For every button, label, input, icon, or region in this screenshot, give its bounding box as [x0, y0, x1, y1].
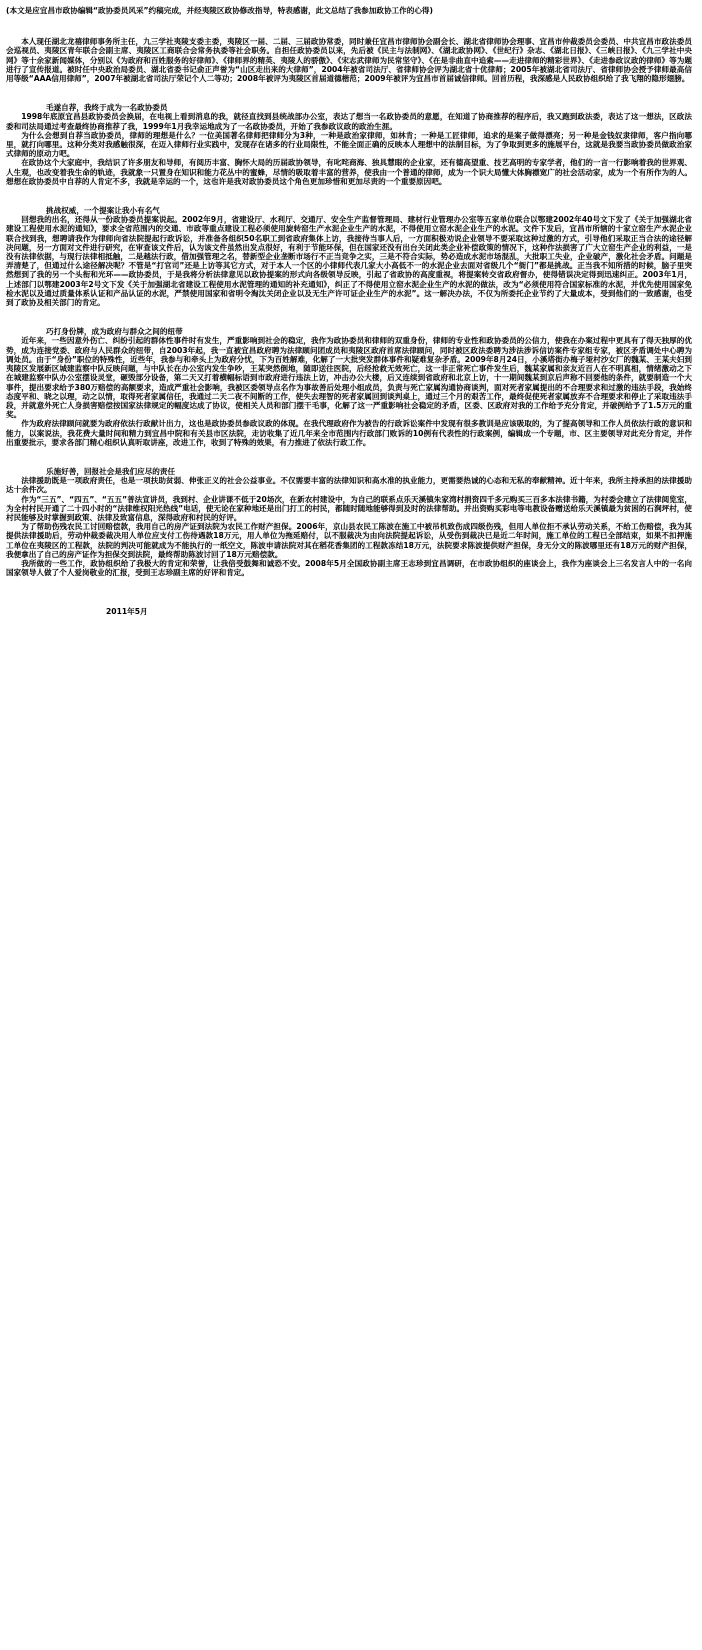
preface-note: (本文是应宜昌市政协编辑“政协委员风采”约稿完成，并经夷陵区政协修改指导，特表感谢，此文总结了我参加政协工作的心得) — [6, 6, 433, 15]
section-gap — [6, 186, 692, 206]
section4-paragraph: 为了帮助伤残农民工讨回赔偿款，我用自己的房产证到法院为农民工作财产担保。2006年，京山县农民工陈波在施工中被吊机致伤成四级伤残，但用人单位拒不承认劳动关系，不给工伤赔偿，我为其提供法律援助后，劳动仲裁委裁决用人单位应支付工伤待遇款18万元，用人单位为拖延赔付，以不服裁决为由向法院提起诉讼，从受伤到裁决已是近二年时间，施工单位的工程已全部结束，如果不扣押施工单位在夷陵区的工程款，法院的判决可能就成为不能执行的一纸空文，陈波申请法院对其在稻花香集团的工程款冻结18万元，法院要求陈波提供财产担保，身无分文的陈波哪里还有18万元的财产担保，我便拿出了自己的房产证作为担保交到法院，最终帮助陈波讨回了18万元赔偿款。 — [6, 522, 692, 559]
section1-paragraph: 为什么会想到自荐当政协委员，律师的理想是什么？一位美国著名律师把律师分为3种，一种是政治家律师，如林肯；一种是工匠律师，追求的是案子做得漂亮；另一种是金钱奴隶律师，客户指向哪里，就打向哪里。这种分类对我感触很深，在迈入律师行业实践中，发现存在诸多的行业局限性，不能全面正确的反映本人理想中的法制目标，为了争取到更多的施展平台，这就是我要当政协委员做政治家式律师的原动力吧。 — [6, 130, 692, 159]
section-gap — [6, 307, 692, 327]
section1-paragraph: 在政协这个大家庭中，我结识了许多朋友和导师，有阅历丰富、胸怀大局的历届政协领导，有叱咤商海、独具慧眼的企业家，还有德高望重、技艺高明的专家学者，他们的一言一行影响着我的世界观、人生观，也改变着我生命的轨迹，我就象一只置身在知识和能力花丛中的蜜蜂，尽情的吸取着丰富的营养，使我由一个普通的律师，成为一个识大局懂大体胸襟宽广的社会活动家，成为一个有所作为的人。想想在政协委员中自荐的人肯定不多，我就是幸运的一个，这也许是我对政协委员这个角色更加珍惜和更加尽责的一个重要原因吧。 — [6, 158, 692, 186]
section4-heading: 乐施好善，回报社会是我们应尽的责任 — [46, 466, 176, 476]
section3-heading: 巧打身份牌，成为政府与群众之间的纽带 — [46, 327, 183, 337]
section1-paragraph: 1998年底原宜昌县政协委员会换届，在电视上看到消息的我，就径直找到县统战部办公室，表达了想当一名政协委员的意愿，在知道了协商推荐的程序后，我又跑到政法委，表达了这一想法，区政法委和司法局通过考查最终协商推荐了我，1999年1月我幸运地成为了一名政协委员，开始了我参政议政的政治生涯。 — [6, 112, 692, 131]
section3-paragraph: 作为政府法律顾问就要为政府依法行政献计出力，这也是政协委员参政议政的体现。在我代理政府作为被告的行政诉讼案件中发现有很多教训是应该吸取的，为了提高领导和工作人员依法行政的意识和能力，以案说法，我花费大量时间和精力到宜昌中院和有关县市区法院，走访收集了近几年来全市范围内行政部门败诉的10例有代表性的行政案例，编辑成一个专题，市、区主要领导对此充分肯定，并作出重要批示，要求各部门精心组织认真听取讲座，改进工作，收到了特殊的效果，有力推进了依法行政工作。 — [6, 419, 692, 447]
section3-paragraph: 近年来，一些因意外伤亡、纠纷引起的群体性事件时有发生，严重影响到社会的稳定，我作为政协委员和律师的双重身份，律师的专业性和政协委员的公信力，使我在办案过程中更具有了得天独厚的优势，成为连接党委、政府与人民群众的纽带，自2003年起，我一直被宜昌政府聘为法律顾问团成员和夷陵区政府首席法律顾问，同时被区政法委聘为涉法涉诉信访案件专家组专家，被区矛盾调处中心聘为调处员。由于“身份”职位的特殊性，近些年，我参与和牵头上为政府分忧，下为百姓解难，化解了一大批突发群体事件和疑难复杂矛盾。2009年8月24日，小溪塔街办梅子垭村沙女厂的魏某、王某夫妇到夷陵区发展新区城建监察中队反映问题，与中队长在办公室内发生争吵，王某突然倒地，随即送往医院，后经抢救无效死亡，这一非正常死亡事件发生后，魏某家属和亲友近百人在不明真相，情绪激动之下在城建监察中队办公室摆设灵堂，砸毁部分设备，第二天又打着横幅标语到市政府进行违法上访，冲击办公大楼，后又连续到省政府和北京上访，十一期间魏某到京后声称不回要他的条件，就要制造一个大事件，提出要求给予380万赔偿的高额要求，造成严重社会影响，我被区委领导点名作为事故善后处理小组成员，负责与死亡家属沟通协商谈判，面对死者家属提出的不合理要求和过激的违法手段，我始终态度平和、晓之以理，动之以情，取得死者家属信任，我通过二天二夜不间断的工作，使失去理智的死者家属回到谈判桌上，通过三个月的艰苦工作，最终促使死者家属放弃不合理要求和停止了采取违法手段，并就意外死亡人身损害赔偿按国家法律规定的幅度达成了协议，使相关人员和部门摆干毛事，化解了这一严重影响社会稳定的矛盾，区委、区政府对我的工作给予充分肯定，并破例给予了1.5万元的重奖。 — [6, 336, 692, 420]
section2-paragraph: 回想我的出名，还得从一份政协委员提案说起。2002年9月，省建设厅、水利厅、交通厅、安全生产监督管理局、建材行业管理办公室等五家单位联合以鄂建2002年40号文下发了《关于加强湖北省建设工程使用水泥的通知》，要求全省范围内的交通、市政等重点建设工程必须使用旋转窑生产水泥企业生产的水泥，不得使用立窑水泥企业生产的水泥。文件下发后，宜昌市所辖的十家立窑生产水泥企业联合找到我，想聘请我作为律师向省法院提起行政诉讼，并准备各组织50名职工到省政府集体上访，我接待当事人后，一方面积极劝说企业领导不要采取这种过激的方式，引导他们采取正当合法的途径解决问题，另一方面对文件进行研究，在审查该文件后，认为该文件虽然出发点很好，有利于节能环保，但在国家还没有出台关闭此类企业补偿政策的情况下，这种作法损害了广大立窑生产企业的利益，一是没有法律依据，与现行法律相抵触，二是越法行政，借加强管理之名，替新型企业垄断市场行不正当竞争之实，三是不符合实际，势必造成水泥市场混乱，大批职工失业，企业破产，激化社会矛盾。问题是弄清楚了，但通过什么途径解决呢？不管是“打官司”还是上访等其它方式，对于本人一个区的小律师代表几家大小高低不一的水泥企业去面对省级几个“衙门”都是挑战。正当我不知所措的时候，脑子里突然想到了我的另一个头衔和光环——政协委员，于是我将分析法律意见以政协提案的形式向各级领导反映，引起了省政协的高度重视，将提案转交省政府督办，使得错误决定得到迅速纠正。2003年1月，上述部门以鄂建2003年2号文下发《关于加强湖北省建设工程使用水泥管理的通知的补充通知》，纠正了不得使用立窑水泥企业生产的水泥的做法，改为“必须使用符合国家标准的水泥，并优先使用国家免检水泥以及通过质量体系认证和产品认证的水泥，严禁使用国家和省明令淘汰关闭企业以及无生产许可证企业生产的水泥”。这一解决办法，不仅为所委托企业节约了大量成本，受到他们的一致感谢，也受到了政协及相关部门的肯定。 — [6, 215, 692, 308]
section4-paragraph: 法律援助既是一项政府责任，也是一项扶助贫弱、伸张正义的社会公益事业。不仅需要丰富的法律知识和高水准的执业能力，更需要热诚的心态和无私的奉献精神。近十年来，我所主持承担的法律援助达十余件次。 — [6, 476, 692, 495]
intro-paragraph: 本人现任湖北龙禧律师事务所主任，九三学社夷陵支委主委，夷陵区一届、二届、三届政协常委，同时兼任宜昌市律师协会副会长、湖北省律师协会理事、宜昌市仲裁委员会委员、中共宜昌市政法委员会巡视员、夷陵区青年联合会副主席、夷陵区工商联合会常务执委等社会职务。自担任政协委员以来，先后被《民主与法制网》、《湖北政协网》、《世纪行》杂志、《湖北日报》、《三峡日报》、《九三学社中央网》等十余家新闻媒体，分别以《为政府和百姓服务的好律师》、《律师界的精英、夷陵人的骄傲》、《宋志武律师为民常坚守》、《在是非曲直中追索——走进律师的精彩世界》、《走进参政议政的律师》等为题进行了宣传报道。被时任中央政治局委员、湖北省委书记俞正声誉为“山区走出来的大律师”，2004年被省司法厅、省律师协会评为湖北省十优律师；2005年被湖北省司法厅、省律师协会授予律师最高信用等级“AAA信用律师”，2007年被湖北省司法厅荣记个人二等功；2008年被评为夷陵区首届道德楷范；2009年被评为宜昌市首届诚信律师。回首历程，我深感是人民政协组织给了我飞翔的隐形翅膀。 — [6, 37, 692, 84]
section-gap — [6, 83, 692, 103]
section4-paragraph: 我所做的一些工作，政协组织给了我极大的肯定和荣誉，让我倍受鼓舞和诚恐不安。2008年5月全国政协副主席王志珍到宜昌调研，在市政协组织的座谈会上，我作为座谈会上三名发言人中的一名向国家领导人做了个人爱岗敬业的汇报，受到王志珍副主席的好评和肯定。 — [6, 558, 692, 578]
section1-heading: 毛遂自荐，我终于成为一名政协委员 — [46, 103, 168, 113]
section4-paragraph: 作为“三五”、“四五”、“五五”普法宣讲员，我到村、企业讲课不低于20场次，在新农村建设中，为自己的联系点乐天溪镇朱家湾村捐资四千多元购买三百多本法律书籍，为村委会建立了法律阅览室，为全村村民开通了二十四小时的“法律维权阳光热线”电话，使无论在家种地还是出门打工的村民，都随时随地能够得到及时的法律帮助。并出资购买彩电等电教设备赠送给乐天溪镇最为贫困的石涧坪村，使村民能够及时掌握到政策、法律及致富信息，深得政府和村民的好评。 — [6, 494, 692, 522]
document-date: 2011年5月 — [106, 607, 148, 617]
section2-heading: 挑战权威，一个提案让我小有名气 — [46, 206, 160, 216]
section-gap — [6, 447, 692, 467]
